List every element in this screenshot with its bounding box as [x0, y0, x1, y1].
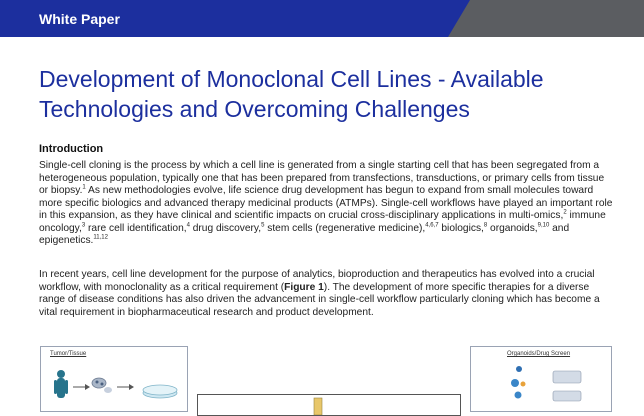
citation: 9,10: [537, 222, 550, 229]
tumor-tissue-illustration: [41, 347, 187, 411]
page-title: Development of Monoclonal Cell Lines - Available Technologies and Overcoming Challenges: [39, 66, 544, 122]
organoids-illustration: [471, 347, 611, 411]
paragraph-2: In recent years, cell line development for the purpose of analytics, bioproduction and therapeutics has evolved into a crucial workflow, with monoclonality as a critical requirement (Figure 1). The development of more specific therapies for a diverse range of disease conditions has also driven the advancement in single-cell workflow particularly cloning which has become a vital requirement in biopharmaceutical research and product development.: [39, 269, 600, 318]
citation: 8: [483, 222, 488, 229]
citation: 4: [186, 222, 190, 229]
header-accent: [448, 0, 644, 37]
figure-reference: Figure 1: [284, 281, 324, 293]
paragraph-1: Single-cell cloning is the process by which a cell line is generated from a single starting cell that has been segregated from a heterogeneous population, typically one that has been prepared from transfections, transductions, or primary cells from tissue or biopsy.$^1$ As new methodologies evolve, life science drug development has begun to expand from small molecules toward more specific biologics and advanced therapy medicinal products (ATMPs). Single-cell workflows have played an important role in this expansion, as they have clinical and scientific impacts on crucial cross-disciplinary applications in multi-omics,$^2$ immune oncology,$^3$ rare cell identification,$^4$ drug discovery,$^5$ stem cells (regenerative medicine),$^{4,6,7}$ biologics,$^8$ organoids,$^{9,10}$ and epigenetics.$^{11,12}$: [39, 160, 613, 246]
figure-panel-label: Tumor/Tissue: [50, 351, 87, 357]
citation: 2: [563, 209, 567, 216]
citation: 1: [82, 184, 86, 191]
document-type-label: White Paper: [39, 11, 120, 27]
citation: 11,12: [93, 234, 108, 241]
figure-center-illustration: [198, 395, 460, 415]
figure-panel-tumor-tissue: [40, 346, 188, 412]
figure-panel-label: Organoids/Drug Screen: [507, 351, 571, 357]
figure-panel-center: [197, 394, 461, 416]
citation: 3: [81, 222, 86, 229]
citation: 5: [261, 222, 265, 229]
citation: 4,6,7: [425, 222, 439, 229]
section-heading-introduction: Introduction: [39, 143, 104, 155]
figure-panel-organoids: [470, 346, 612, 412]
